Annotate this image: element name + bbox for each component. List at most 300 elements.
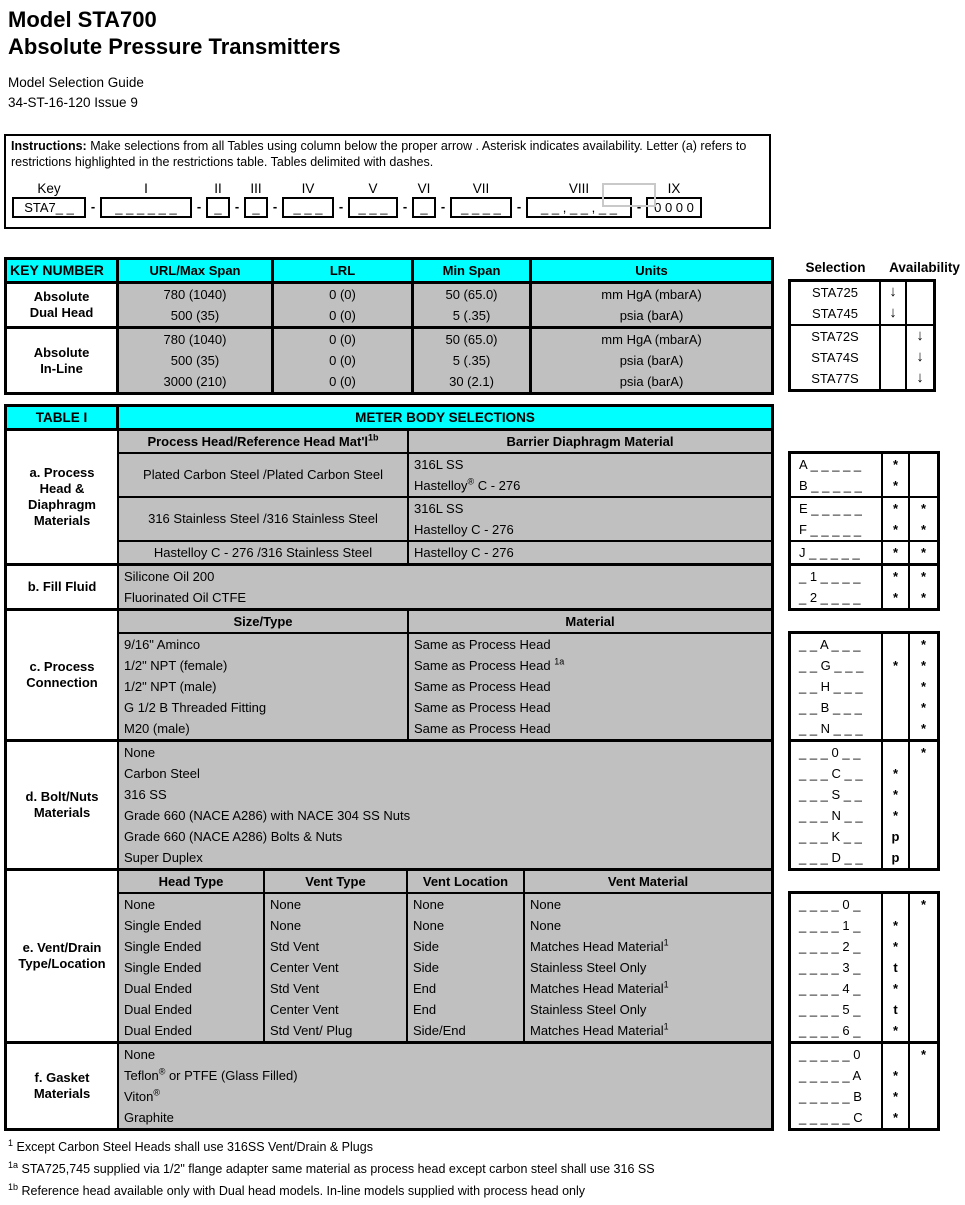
availability-cell — [883, 697, 910, 718]
code-cell: _ _ _ 0 _ _ — [791, 742, 883, 763]
selection-code: STA745 — [791, 303, 881, 324]
table-cell: 5 (.35) — [414, 350, 532, 371]
table-cell: 5 (.35) — [414, 305, 532, 326]
code-cell: _ 2 _ _ _ _ — [791, 587, 883, 608]
section-b-fill-fluid — [7, 563, 771, 608]
key-field-box: _ — [412, 197, 436, 218]
key-dash: - — [90, 199, 96, 214]
column-header: Size/Type — [119, 611, 409, 632]
code-cell: _ _ _ _ 5 _ — [791, 999, 883, 1020]
code-row — [791, 697, 937, 718]
table-row — [119, 1020, 771, 1041]
availability-cell: * — [883, 475, 910, 496]
table-cell: Hastelloy C - 276 /316 Stainless Steel — [119, 542, 409, 563]
availability-arrow-cell — [881, 347, 907, 368]
section-label: e. Vent/Drain Type/Location — [7, 871, 119, 1041]
key-dash: - — [402, 199, 408, 214]
column-header-row — [119, 871, 771, 894]
key-dash: - — [516, 199, 522, 214]
code-row — [791, 1107, 937, 1128]
code-cell: _ _ _ _ _ 0 — [791, 1044, 883, 1065]
code-cell: _ _ _ _ 4 _ — [791, 978, 883, 999]
table-row — [119, 305, 771, 326]
table-cell: Single Ended — [119, 936, 265, 957]
header-cell: Min Span — [414, 260, 532, 281]
table-cell: Std Vent — [265, 978, 408, 999]
table-cell: psia (barA) — [619, 374, 684, 389]
table-row: Silicone Oil 200 — [124, 569, 215, 584]
availability-cell: * — [883, 978, 910, 999]
code-cell: _ _ _ _ 1 _ — [791, 915, 883, 936]
code-row — [791, 587, 937, 608]
key-dash: - — [272, 199, 278, 214]
table-cell: None — [265, 915, 408, 936]
availability-cell — [910, 847, 937, 868]
table-row: None — [124, 745, 156, 760]
table-cell: 0 (0) — [274, 371, 414, 392]
table-row — [119, 957, 771, 978]
availability-cell: * — [883, 936, 910, 957]
table-cell: 0 (0) — [274, 305, 414, 326]
code-row — [791, 847, 937, 868]
selection-row — [791, 347, 933, 368]
table-cell: mm HgA (mbarA) — [601, 287, 702, 302]
code-row — [791, 742, 937, 763]
key-field-box: _ _ _ — [282, 197, 334, 218]
table-cell: Same as Process Head — [414, 679, 551, 694]
code-row — [791, 655, 937, 676]
table-cell: None — [408, 915, 525, 936]
column-header: Vent Location — [408, 871, 525, 892]
availability-cell: * — [883, 763, 910, 784]
page-title-line2: Absolute Pressure Transmitters — [8, 34, 341, 59]
key-field-vi: VI _ — [412, 181, 436, 218]
availability-cell: * — [883, 805, 910, 826]
codes-box-c — [788, 631, 940, 742]
availability-cell — [910, 805, 937, 826]
availability-cell — [910, 1020, 937, 1041]
availability-cell — [883, 676, 910, 697]
availability-cell: * — [883, 519, 910, 540]
availability-cell: p — [883, 826, 910, 847]
table-cell: None — [530, 918, 562, 933]
table-1-name: TABLE I — [7, 407, 119, 428]
table-row — [119, 718, 771, 739]
code-cell: _ _ G _ _ _ — [791, 655, 883, 676]
table-cell: Stainless Steel Only — [530, 960, 647, 975]
availability-cell — [910, 475, 937, 496]
code-row — [791, 1020, 937, 1041]
table-cell: psia (barA) — [619, 353, 684, 368]
column-header-row — [119, 611, 771, 634]
availability-cell: * — [883, 655, 910, 676]
table-cell: Matches Head Material$^1$ — [530, 979, 669, 996]
table-cell: None — [408, 894, 525, 915]
code-row — [791, 894, 937, 915]
table-cell: mm HgA (mbarA) — [601, 332, 702, 347]
footnote-1: $^1$ Except Carbon Steel Heads shall use 316SS Vent/Drain & Plugs — [8, 1137, 373, 1154]
key-dash: - — [234, 199, 240, 214]
table-cell: 316 Stainless Steel /316 Stainless Steel — [119, 498, 409, 540]
group-absolute-dual-head — [7, 281, 771, 326]
availability-cell: t — [883, 957, 910, 978]
availability-cell: * — [883, 454, 910, 475]
table-cell: 50 (65.0) — [414, 329, 532, 350]
table-cell: G 1/2 B Threaded Fitting — [119, 697, 409, 718]
table-1 — [4, 404, 774, 1131]
table-row: Super Duplex — [124, 850, 203, 865]
code-cell: A _ _ _ _ _ — [791, 454, 883, 475]
table-cell: 3000 (210) — [119, 371, 274, 392]
availability-cell — [910, 915, 937, 936]
code-row — [791, 1044, 937, 1065]
doc-number: 34-ST-16-120 Issue 9 — [8, 95, 138, 110]
table-cell: Dual Ended — [119, 1020, 265, 1041]
table-cell: Plated Carbon Steel /Plated Carbon Steel — [119, 454, 409, 496]
table-cell: 500 (35) — [119, 350, 274, 371]
table-row — [119, 697, 771, 718]
availability-cell — [910, 1086, 937, 1107]
availability-cell: * — [920, 637, 927, 652]
availability-cell — [910, 999, 937, 1020]
table-cell: Std Vent/ Plug — [265, 1020, 408, 1041]
code-cell: _ _ H _ _ _ — [791, 676, 883, 697]
code-cell: _ _ _ _ 6 _ — [791, 1020, 883, 1041]
code-row — [791, 475, 937, 496]
availability-cell — [910, 1065, 937, 1086]
table-cell: 780 (1040) — [119, 329, 274, 350]
section-label: a. Process Head & Diaphragm Materials — [7, 431, 119, 563]
selection-row — [791, 326, 933, 347]
code-cell: _ _ _ D _ _ — [791, 847, 883, 868]
table-cell: psia (barA) — [619, 308, 684, 323]
availability-cell: t — [883, 999, 910, 1020]
availability-cell: * — [920, 501, 927, 516]
table-cell: 316L SS Hastelloy C - 276 — [414, 501, 514, 537]
code-cell: F _ _ _ _ _ — [791, 519, 883, 540]
availability-arrow-cell — [881, 368, 907, 389]
instructions-label: Instructions: — [11, 139, 87, 153]
header-cell: KEY NUMBER — [7, 260, 119, 281]
table-row — [119, 655, 771, 676]
code-cell: _ _ _ _ 2 _ — [791, 936, 883, 957]
key-field-box: _ — [206, 197, 230, 218]
availability-cell: * — [920, 745, 927, 760]
key-field-iii: III _ — [244, 181, 268, 218]
section-f-gasket — [7, 1041, 771, 1128]
selection-row — [791, 282, 933, 303]
table-cell: Side — [408, 936, 525, 957]
key-field-box: STA7_ _ — [12, 197, 86, 218]
table-row: Teflon® or PTFE (Glass Filled) — [124, 1066, 298, 1083]
table-row: Viton® — [124, 1087, 161, 1104]
selection-code: STA725 — [791, 282, 881, 303]
availability-arrow-cell: ↓ — [916, 348, 924, 365]
code-cell: E _ _ _ _ _ — [791, 498, 883, 519]
table-cell: Hastelloy C - 276 — [414, 545, 514, 560]
code-row — [791, 1086, 937, 1107]
selection-row — [791, 368, 933, 389]
availability-cell: * — [883, 498, 910, 519]
key-field-box: _ _ _ _ _ _ — [100, 197, 192, 218]
code-row — [791, 999, 937, 1020]
header-cell: URL/Max Span — [119, 260, 274, 281]
code-cell: J _ _ _ _ _ — [791, 542, 883, 563]
selection-row — [791, 303, 933, 324]
instructions-body: Make selections from all Tables using column below the proper arrow . Asterisk indicates availability. Letter (a) refers to restrictions highlighted in the restrictions table. Tables delimited with dashes. — [11, 139, 747, 169]
availability-cell: * — [920, 545, 927, 560]
table-row — [119, 371, 771, 392]
key-field-ii: II _ — [206, 181, 230, 218]
table-row — [119, 284, 771, 305]
code-row — [791, 826, 937, 847]
codes-box-f — [788, 1041, 940, 1131]
availability-label: Availability — [889, 260, 960, 275]
table-cell: 500 (35) — [119, 305, 274, 326]
availability-cell: * — [883, 542, 910, 563]
table-cell: Side/End — [408, 1020, 525, 1041]
table-cell: 0 (0) — [274, 350, 414, 371]
table-cell: Same as Process Head $^{1a}$ — [414, 656, 565, 673]
table-row — [119, 999, 771, 1020]
code-cell: _ _ _ _ _ C — [791, 1107, 883, 1128]
code-cell: _ _ _ C _ _ — [791, 763, 883, 784]
code-cell: _ _ _ S _ _ — [791, 784, 883, 805]
table-row — [119, 936, 771, 957]
code-cell: _ _ B _ _ _ — [791, 697, 883, 718]
availability-cell: * — [920, 658, 927, 673]
table-cell: 0 (0) — [274, 284, 414, 305]
availability-cell — [883, 718, 910, 739]
key-dash: - — [338, 199, 344, 214]
key-extra-box — [602, 183, 656, 207]
footnote-1b: $^{1b}$ Reference head available only with Dual head models. In-line models supplied with process head only — [8, 1181, 586, 1198]
availability-cell — [910, 826, 937, 847]
key-dash: - — [636, 199, 642, 214]
code-cell: _ _ _ _ _ B — [791, 1086, 883, 1107]
availability-cell: * — [920, 1047, 927, 1062]
table-cell: 9/16" Aminco — [119, 634, 409, 655]
code-row — [791, 498, 937, 519]
subtitle: Model Selection Guide — [8, 75, 144, 90]
table-row — [119, 454, 771, 498]
instructions-text — [11, 138, 764, 170]
availability-cell — [883, 634, 910, 655]
availability-arrow-cell — [881, 326, 907, 347]
selection-code: STA74S — [791, 347, 881, 368]
section-a-process-head — [7, 428, 771, 563]
header-cell: LRL — [274, 260, 414, 281]
availability-cell — [883, 742, 910, 763]
table-cell: Single Ended — [119, 915, 265, 936]
section-c-process-connection — [7, 608, 771, 739]
key-number-table-header — [7, 260, 771, 281]
table-1-heading: METER BODY SELECTIONS — [355, 410, 535, 425]
table-row — [119, 634, 771, 655]
key-field-box: _ _ _ — [348, 197, 398, 218]
section-label: c. Process Connection — [7, 611, 119, 739]
table-cell: None — [530, 897, 562, 912]
code-cell: _ _ A _ _ _ — [791, 634, 883, 655]
code-row — [791, 957, 937, 978]
selection-code: STA72S — [791, 326, 881, 347]
key-number-selection-box — [788, 279, 936, 392]
codes-box-e — [788, 891, 940, 1044]
table-cell: 1/2" NPT (male) — [119, 676, 409, 697]
availability-cell — [910, 957, 937, 978]
codes-box-d — [788, 739, 940, 871]
column-header: Vent Type — [265, 871, 408, 892]
section-label: b. Fill Fluid — [7, 566, 119, 608]
availability-cell: * — [883, 587, 910, 608]
availability-cell: * — [883, 1107, 910, 1128]
availability-arrow-cell: ↓ — [916, 327, 924, 344]
key-field-i: I _ _ _ _ _ _ — [100, 181, 192, 218]
table-cell: Same as Process Head — [414, 637, 551, 652]
availability-arrow-cell: ↓ — [916, 369, 924, 386]
table-row — [119, 915, 771, 936]
selection-availability-header — [788, 260, 965, 275]
column-header: Material — [565, 614, 615, 629]
key-field-iv: IV _ _ _ — [282, 181, 334, 218]
table-cell: Center Vent — [265, 999, 408, 1020]
availability-cell — [910, 978, 937, 999]
column-header: Head Type — [119, 871, 265, 892]
table-cell: None — [265, 894, 408, 915]
table-cell: End — [408, 999, 525, 1020]
availability-cell: * — [883, 915, 910, 936]
availability-arrow-cell — [907, 282, 933, 303]
key-field-box: _ _ _ _ — [450, 197, 512, 218]
footnote-1a: $^{1a}$ STA725,745 supplied via 1/2" flange adapter same material as process head except carbon steel shall use 316 SS — [8, 1159, 655, 1176]
code-cell: _ _ _ N _ _ — [791, 805, 883, 826]
table-1-region — [4, 404, 962, 1131]
code-row — [791, 784, 937, 805]
key-dash: - — [196, 199, 202, 214]
key-field-vii: VII _ _ _ _ — [450, 181, 512, 218]
codes-box-a — [788, 451, 940, 566]
availability-arrow-cell: ↓ — [881, 303, 907, 324]
code-cell: _ _ _ _ 3 _ — [791, 957, 883, 978]
column-header-row — [119, 431, 771, 454]
table-cell: 0 (0) — [274, 329, 414, 350]
table-cell: Same as Process Head — [414, 700, 551, 715]
table-cell: Single Ended — [119, 957, 265, 978]
availability-cell: * — [920, 522, 927, 537]
section-label: f. Gasket Materials — [7, 1044, 119, 1128]
code-row — [791, 566, 937, 587]
header-cell: Units — [635, 263, 668, 278]
footnotes — [8, 1137, 655, 1205]
availability-cell: * — [883, 1065, 910, 1086]
group-label: Absolute In-Line — [7, 329, 119, 392]
table-cell: M20 (male) — [119, 718, 409, 739]
availability-cell — [910, 1107, 937, 1128]
table-row: Grade 660 (NACE A286) with NACE 304 SS Nuts — [124, 808, 411, 823]
availability-cell: * — [920, 897, 927, 912]
availability-cell: * — [883, 1086, 910, 1107]
column-header: Process Head/Reference Head $Mat'l^{1b}$ — [119, 431, 409, 452]
table-cell: None — [119, 894, 265, 915]
code-row — [791, 1065, 937, 1086]
table-cell: 780 (1040) — [119, 284, 274, 305]
table-cell: 316L SS Hastelloy® C - 276 — [414, 457, 521, 493]
availability-cell — [910, 936, 937, 957]
availability-cell: * — [920, 590, 927, 605]
table-1-title-row — [7, 407, 771, 428]
availability-cell: * — [883, 1020, 910, 1041]
table-cell: Same as Process Head — [414, 721, 551, 736]
availability-cell: * — [920, 569, 927, 584]
code-row — [791, 519, 937, 540]
code-row — [791, 978, 937, 999]
code-row — [791, 763, 937, 784]
code-cell: _ _ _ K _ _ — [791, 826, 883, 847]
code-cell: B _ _ _ _ _ — [791, 475, 883, 496]
availability-cell — [910, 454, 937, 475]
key-field-box: _ _ , _ _ , _ _ — [526, 197, 632, 218]
table-cell: End — [408, 978, 525, 999]
table-row — [119, 350, 771, 371]
key-field-v: V _ _ _ — [348, 181, 398, 218]
selection-label: Selection — [805, 260, 866, 275]
key-field-box: 0 0 0 0 — [646, 197, 702, 218]
page-title-line1: Model STA700 — [8, 7, 157, 32]
code-row — [791, 454, 937, 475]
availability-cell — [883, 894, 910, 915]
code-row — [791, 676, 937, 697]
column-header: Vent Material — [607, 874, 689, 889]
availability-cell: * — [920, 721, 927, 736]
selection-code: STA77S — [791, 368, 881, 389]
code-row — [791, 542, 937, 563]
table-cell: 1/2" NPT (female) — [119, 655, 409, 676]
table-cell: 50 (65.0) — [414, 284, 532, 305]
code-row — [791, 915, 937, 936]
code-row — [791, 936, 937, 957]
table-cell: Dual Ended — [119, 999, 265, 1020]
key-field-ix: IX 0 0 0 0 — [646, 181, 702, 218]
code-row — [791, 634, 937, 655]
key-field-key: Key STA7_ _ — [12, 181, 86, 218]
availability-cell: * — [883, 566, 910, 587]
table-row — [119, 542, 771, 563]
codes-box-b — [788, 563, 940, 611]
table-row — [119, 329, 771, 350]
availability-cell — [883, 1044, 910, 1065]
table-row: 316 SS — [124, 787, 167, 802]
table-cell: Std Vent — [265, 936, 408, 957]
code-cell: _ _ _ _ 0 _ — [791, 894, 883, 915]
availability-arrow-cell — [907, 303, 933, 324]
key-dash: - — [440, 199, 446, 214]
table-row: None — [124, 1047, 156, 1062]
availability-cell: p — [883, 847, 910, 868]
table-cell: Matches Head Material$^1$ — [530, 1021, 669, 1038]
table-cell: Stainless Steel Only — [530, 1002, 647, 1017]
availability-arrow-cell: ↓ — [881, 282, 907, 303]
group-label: Absolute Dual Head — [7, 284, 119, 326]
table-row: Fluorinated Oil CTFE — [124, 590, 247, 605]
document-header — [8, 6, 341, 113]
key-number-table — [4, 257, 774, 395]
table-row: Grade 660 (NACE A286) Bolts & Nuts — [124, 829, 343, 844]
section-label: d. Bolt/Nuts Materials — [7, 742, 119, 868]
table-row: Carbon Steel — [124, 766, 200, 781]
availability-cell: * — [920, 679, 927, 694]
table-row: Graphite — [124, 1110, 174, 1125]
code-cell: _ 1 _ _ _ _ — [791, 566, 883, 587]
